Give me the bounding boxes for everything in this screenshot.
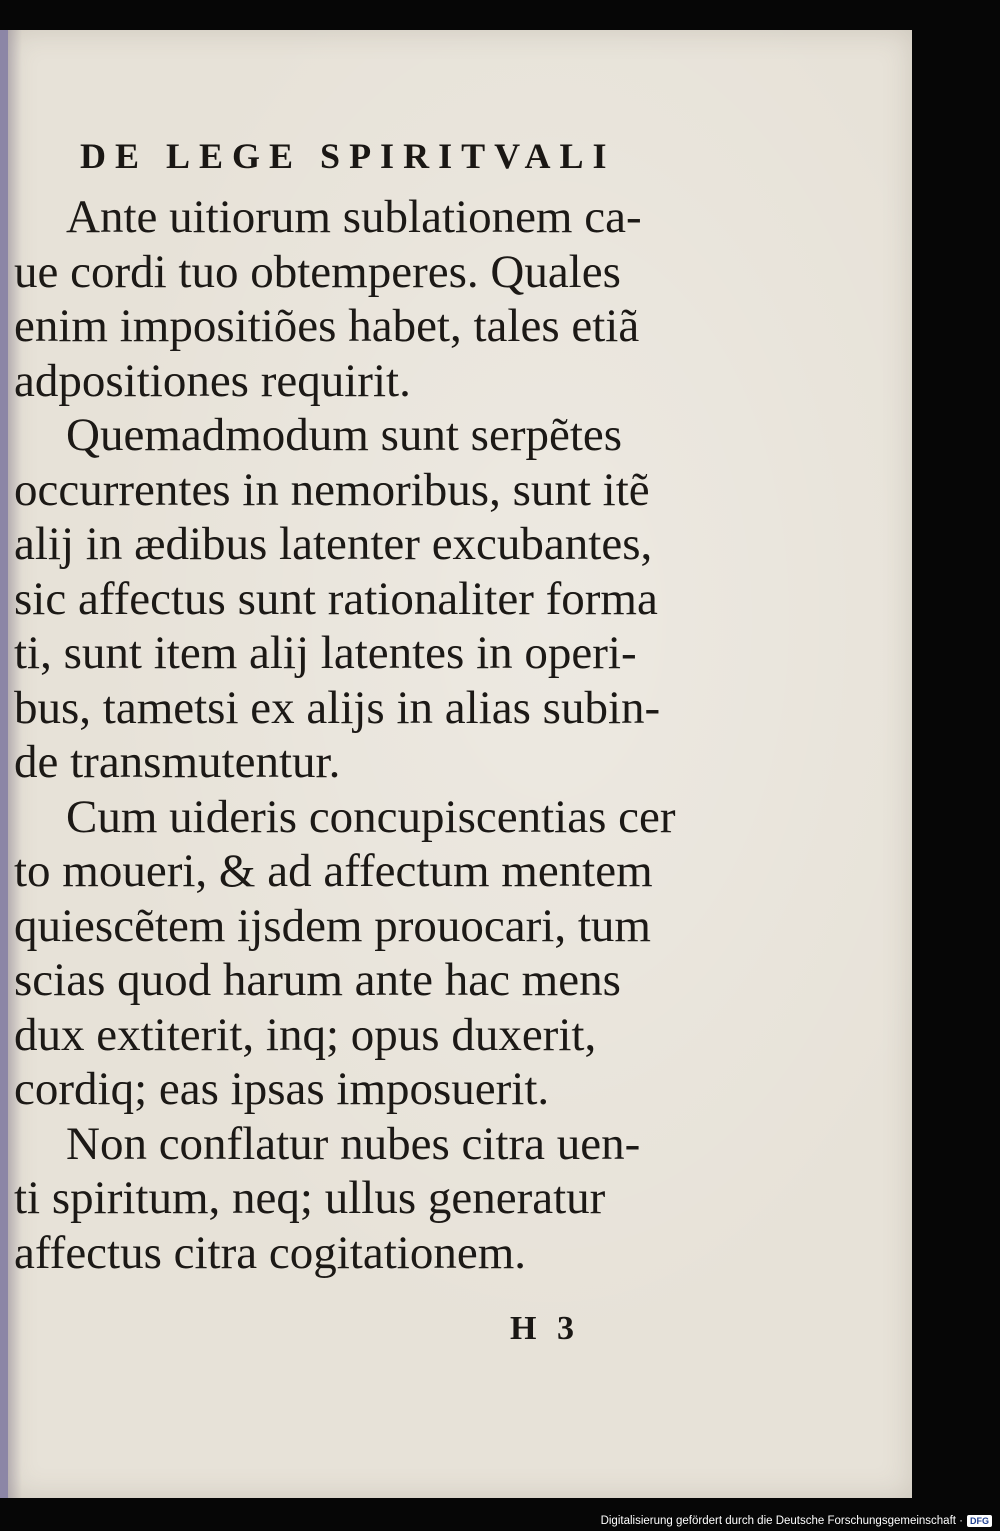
paragraph-1 [14, 190, 714, 408]
funding-credit-text: Digitalisierung gefördert durch die Deutsche Forschungsgemeinschaft · [600, 1515, 963, 1527]
text-line: alij in ædibus latenter excubantes, [14, 518, 653, 570]
page-spine [0, 30, 8, 1498]
text-line: ti, sunt item alij latentes in operi- [14, 627, 637, 679]
paragraph-3 [14, 790, 714, 1117]
text-line: Non conflatur nubes citra uen- [66, 1117, 641, 1170]
text-line: ti spiritum, neq; ullus generatur [14, 1172, 606, 1224]
paragraph-4 [14, 1117, 714, 1281]
text-line: de transmutentur. [14, 736, 341, 788]
dfg-logo-icon: DFG [967, 1515, 992, 1527]
text-line: sic affectus sunt rationaliter forma [14, 572, 658, 625]
text-line: Cum uideris concupiscentias cer [66, 790, 676, 843]
text-line: bus, tametsi ex alijs in alias subin- [14, 681, 661, 734]
text-line: to moueri, & ad affectum mentem [14, 845, 653, 897]
text-line: occurrentes in nemoribus, sunt itẽ [14, 463, 650, 516]
text-line: affectus citra cogitationem. [14, 1226, 526, 1279]
text-line: quiescẽtem ijsdem prouocari, tum [14, 899, 651, 952]
text-line: adpositiones requirit. [14, 354, 411, 407]
text-line: Quemadmodum sunt serpẽtes [66, 409, 623, 461]
body-text [14, 190, 714, 1280]
signature-mark: H 3 [510, 1310, 580, 1347]
text-line: cordiq; eas ipsas imposuerit. [14, 1063, 550, 1115]
text-line: dux extiterit, inq; opus duxerit, [14, 1008, 597, 1061]
text-line: scias quod harum ante hac mens [14, 954, 621, 1006]
running-head: DE LEGE SPIRITVALI [80, 136, 616, 176]
text-line: Ante uitiorum sublationem ca- [66, 191, 642, 243]
text-line: enim impositiões habet, tales etiã [14, 300, 640, 352]
text-line: ue cordi tuo obtemperes. Quales [14, 245, 621, 298]
footer-credit [601, 1515, 992, 1527]
paragraph-2 [14, 408, 714, 790]
